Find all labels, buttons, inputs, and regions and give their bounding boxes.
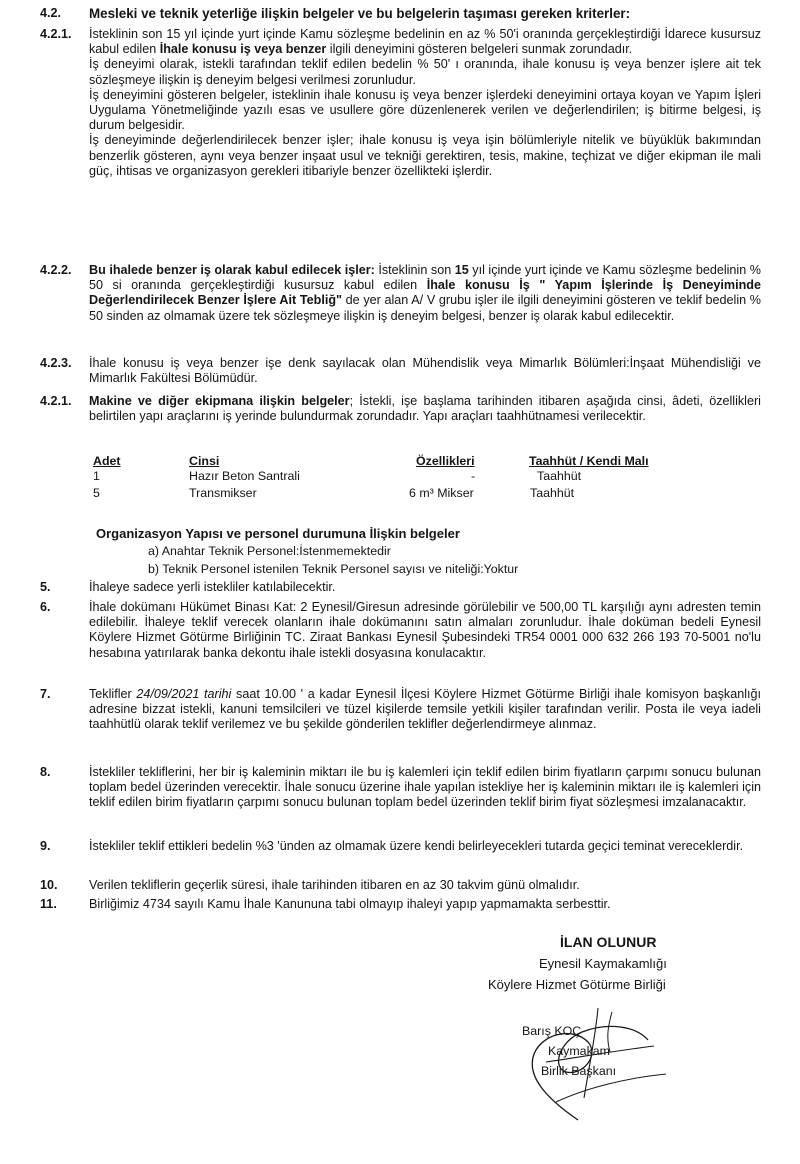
signature-title: İLAN OLUNUR bbox=[560, 934, 657, 950]
paragraph: İş deneyimi olarak, istekli tarafından teklif edilen bedelin % 50' ı oranında, ihale konusu iş veya benzer işlere ait tek sözleşmeye ilişkin iş deneyim belgesi verilmesi zorunludur. bbox=[89, 57, 761, 87]
paragraph: Makine ve diğer ekipmana ilişkin belgeler; İstekli, işe başlama tarihinden itibaren aşağıda cinsi, âdeti, özellikleri belirtilen yapı araçlarını iş yerinde bulundurmak zorundadır. Yapı araçları taahhütnamesi verilecektir. bbox=[89, 394, 761, 424]
paragraph: Birliğimiz 4734 sayılı Kamu İhale Kanununa tabi olmayıp ihaleyi yapıp yapmamakta serbesttir. bbox=[89, 897, 611, 911]
signature-name: Barış KOÇ bbox=[522, 1024, 582, 1038]
section-number: 9. bbox=[40, 839, 51, 853]
paragraph: İhale dokümanı Hükümet Binası Kat: 2 Eynesil/Giresun adresinde görülebilir ve 500,00 TL karşılığı aynı adresten temin edilebilir. İhaleye teklif verecek olanların ihale dokümanını satın almaları zorunludur. İhale doküman bedeli Eynesil Köylere Hizmet Götürme Birliğinin TC. Ziraat Bankası Eynesil Şubesindeki TR54 0001 000 632 266 193 70-5001 no'lu hesabına yatırılarak banka dekontu ihale istekli dosyasına konulacaktır. bbox=[89, 600, 761, 660]
paragraph: İsteklinin son 15 yıl içinde yurt içinde Kamu sözleşme bedelinin en az % 50'i oranında gerçekleştirdiği İdarece kusursuz kabul edilen İhale konusu iş veya benzer ilgili deneyimini gösteren belgeleri sunmak zorundadır. bbox=[89, 27, 761, 57]
paragraph: Verilen tekliflerin geçerlik süresi, ihale tarihinden itibaren en az 30 takvim günü olmalıdır. bbox=[89, 878, 580, 892]
section-heading: Mesleki ve teknik yeterliğe ilişkin belgeler ve bu belgelerin taşıması gereken kriterler: bbox=[89, 6, 631, 21]
paragraph: İhaleye sadece yerli istekliler katılabilecektir. bbox=[89, 580, 336, 594]
table-row bbox=[89, 469, 709, 484]
table-header bbox=[89, 454, 709, 469]
table-cell: Taahhüt bbox=[530, 486, 575, 500]
signature-position: Kaymakam bbox=[548, 1044, 610, 1058]
section-number: 4.2.1. bbox=[40, 27, 72, 41]
section-number: 4.2. bbox=[40, 6, 62, 20]
table-cell: 6 m³ Mikser bbox=[409, 486, 474, 500]
section-number: 4.2.3. bbox=[40, 356, 72, 370]
paragraph: Teklifler 24/09/2021 tarihi saat 10.00 ' a kadar Eynesil İlçesi Köylere Hizmet Götürme Birliği ihale komisyon başkanlığı adresine bizzat istekli, kanuni temsilcileri ve tüzel kişilerde temsile yetkili kişiler tarafından verilir. Posta ile veya iadeli taahhütlü olarak teklif verilemez ve bu şekilde gönderilen teklifler değerlendirmeye alınmaz. bbox=[89, 687, 762, 732]
table-cell: 5 bbox=[93, 486, 100, 500]
signature-office: Eynesil Kaymakamlığı bbox=[539, 956, 667, 971]
deadline-date: 24/09/2021 tarihi bbox=[136, 687, 232, 701]
paragraph: İstekliler tekliflerini, her bir iş kaleminin miktarı ile bu iş kalemleri için teklif edilen birim fiyatların çarpımı sonucu bulunan toplam bedel üzerinden verecektir. İhale sonucu üzerine ihale yapılan istekliye her iş kaleminin miktarı ile iş kalemleri için teklif edilen birim fiyatların çarpımı sonucu bulunan toplam bedel üzerinden teklif birim fiyat sözleşmesi imzalanacaktır. bbox=[89, 765, 761, 810]
handwritten-signature bbox=[486, 1002, 696, 1124]
table-cell: 1 bbox=[93, 469, 100, 483]
equipment-table bbox=[89, 454, 709, 501]
table-cell: Taahhüt bbox=[537, 469, 582, 483]
column-header: Özellikleri bbox=[416, 454, 475, 468]
section-number: 10. bbox=[40, 878, 58, 892]
paragraph: İhale konusu iş veya benzer işe denk sayılacak olan Mühendislik veya Mimarlık Bölümleri:İnşaat Mühendisliği ve Mimarlık Fakültesi Bölümüdür. bbox=[89, 356, 761, 386]
section-number: 4.2.1. bbox=[40, 394, 72, 408]
paragraph: Bu ihalede benzer iş olarak kabul edilecek işler: İsteklinin son 15 yıl içinde yurt içinde ve Kamu sözleşme bedelinin % 50 si oranında gerçekleştirdiği kusursuz kabul edilen İhale konusu İş " Yapım İşlerinde İş Deneyiminde Değerlendirilecek Benzer İşlere Ait Tebliğ" de yer alan A/ V grubu işler ile ilgili deneyimini gösteren ve teklif bedelin % 50 sinden az olmamak üzere tek sözleşmeye ilişkin iş deneyim belgesi, benzer iş olarak kabul edilecektir. bbox=[89, 263, 762, 323]
table-cell: Hazır Beton Santrali bbox=[189, 469, 300, 483]
org-title: Organizasyon Yapısı ve personel durumuna İlişkin belgeler bbox=[96, 526, 460, 541]
column-header: Taahhüt / Kendi Malı bbox=[529, 454, 649, 468]
signature-union: Köylere Hizmet Götürme Birliği bbox=[488, 977, 666, 992]
paragraph: İstekliler teklif ettikleri bedelin %3 'ünden az olmamak üzere kendi belirleyecekleri tutarda geçici teminat vereceklerdir. bbox=[89, 839, 744, 853]
section-number: 7. bbox=[40, 687, 51, 701]
paragraph: İş deneyimini gösteren belgeler, isteklinin ihale konusu iş veya benzer işlerdeki deneyimini ortaya koyan ve Yapım İşleri Uygulama Yönetmeliğinde yazılı esas ve usullere göre düzenlenerek verilen ve değerlendirilen; iş bitirme belgesi, iş durum belgesidir. bbox=[89, 87, 761, 133]
column-header: Adet bbox=[93, 454, 121, 468]
section-number: 4.2.2. bbox=[40, 263, 72, 277]
column-header: Cinsi bbox=[189, 454, 220, 468]
paragraph: İş deneyiminde değerlendirilecek benzer işler; ihale konusu iş veya işin bölümleriyle nitelik ve büyüklük bakımından benzerlik gösteren, aynı veya benzer inşaat usul ve tekniği gerektiren, tesis, makine, teçhizat ve diğer ekipman ile mali güç, ihtisas ve organizasyon gerekleri itibariyle benzer özellikteki işlerdir. bbox=[89, 133, 761, 178]
section-number: 6. bbox=[40, 600, 51, 614]
table-row bbox=[89, 486, 709, 501]
table-cell: Transmikser bbox=[189, 486, 257, 500]
org-item-b: b) Teknik Personel istenilen Teknik Personel sayısı ve niteliği:Yoktur bbox=[148, 562, 519, 576]
table-cell: - bbox=[471, 469, 476, 483]
section-number: 8. bbox=[40, 765, 51, 779]
org-item-a: a) Anahtar Teknik Personel:İstenmemektedir bbox=[148, 544, 391, 558]
signature-role: Birlik Başkanı bbox=[541, 1064, 617, 1078]
section-number: 11. bbox=[40, 897, 57, 911]
section-number: 5. bbox=[40, 580, 51, 594]
